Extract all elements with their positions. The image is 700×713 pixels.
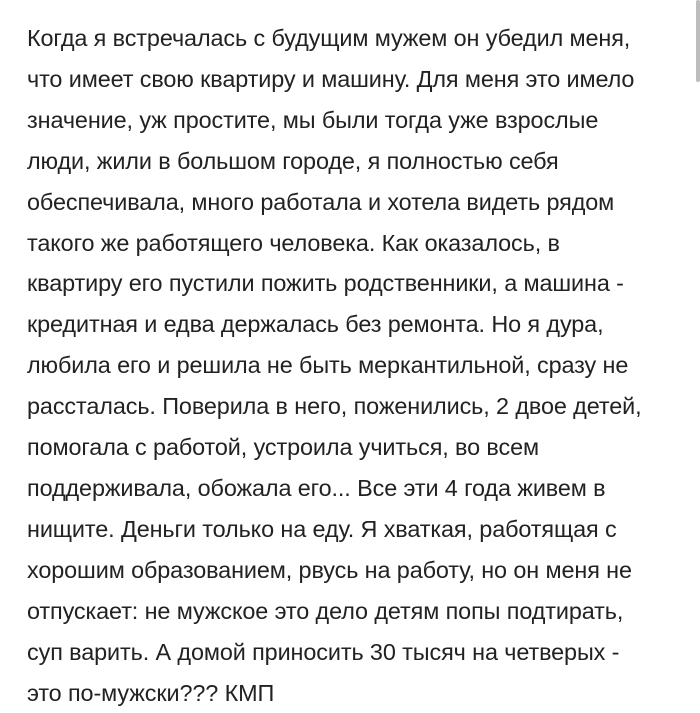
text-line: кредитная и едва держалась без ремонта. Но я дура, xyxy=(27,304,677,345)
text-line: нищите. Деньги только на еду. Я хваткая, работящая с xyxy=(27,509,677,550)
text-line: суп варить. А домой приносить 30 тысяч на четверых - xyxy=(27,632,677,673)
text-line: любила его и решила не быть меркантильной, сразу не xyxy=(27,345,677,386)
text-line: хорошим образованием, рвусь на работу, но он меня не xyxy=(27,550,677,591)
text-line: обеспечивала, много работала и хотела видеть рядом xyxy=(27,182,677,223)
text-line: значение, уж простите, мы были тогда уже взрослые xyxy=(27,100,677,141)
text-line: Когда я встречалась с будущим мужем он убедил меня, xyxy=(27,18,677,59)
post-text xyxy=(27,18,677,713)
text-line: рассталась. Поверила в него, поженились, 2 двое детей, xyxy=(27,386,677,427)
scrollbar-thumb[interactable] xyxy=(696,0,700,82)
text-line: что имеет свою квартиру и машину. Для меня это имело xyxy=(27,59,677,100)
text-line: поддерживала, обожала его... Все эти 4 года живем в xyxy=(27,468,677,509)
text-line: отпускает: не мужское это дело детям попы подтирать, xyxy=(27,591,677,632)
text-line: это по-мужски??? КМП xyxy=(27,673,677,713)
text-line: помогала с работой, устроила учиться, во всем xyxy=(27,427,677,468)
text-line: люди, жили в большом городе, я полностью себя xyxy=(27,141,677,182)
text-line: такого же работящего человека. Как оказалось, в xyxy=(27,223,677,264)
text-line: квартиру его пустили пожить родственники, а машина - xyxy=(27,263,677,304)
